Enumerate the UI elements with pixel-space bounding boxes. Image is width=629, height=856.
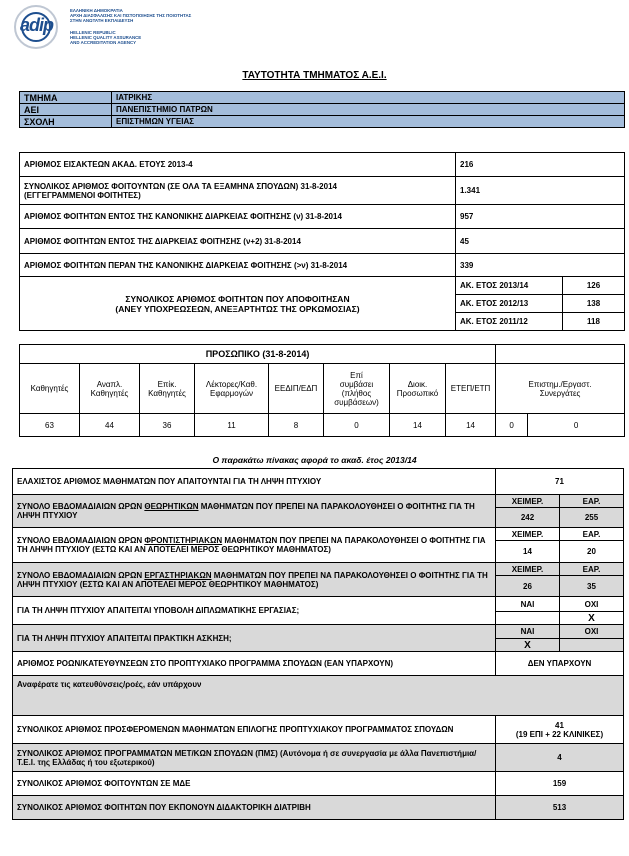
graduates-value: 138	[563, 295, 625, 313]
theory-spring: 255	[560, 508, 624, 528]
students-label: ΑΡΙΘΜΟΣ ΦΟΙΤΗΤΩΝ ΕΝΤΟΣ ΤΗΣ ΚΑΝΟΝΙΚΗΣ ΔΙΑΡΚΕΙΑΣ ΦΟΙΤΗΣΗΣ (ν) 31-8-2014	[20, 205, 456, 229]
yes-header: ΝΑΙ	[496, 625, 560, 639]
staff-value: 11	[195, 414, 269, 437]
winter-header: ΧΕΙΜΕΡ.	[496, 563, 560, 576]
lab-label-post: ΜΑΘΗΜΑΤΩΝ ΠΟΥ ΠΡΕΠΕΙ ΝΑ ΠΑΡΑΚΟΛΟΥΘΗΣΕΙ Ο ΦΟΙΤΗΤΗΣ ΓΙΑ ΤΗ ΛΗΨΗ ΠΤΥΧΙΟΥ (ΕΣΤΩ ΚΑΙ ΑΝ ΑΠΟΤΕΛΕΙ ΜΕΡΟΣ ΘΕΩΡΗΤΙΚΟΥ ΜΑΘΗΜΑΤΟΣ)	[17, 570, 488, 589]
identity-label: ΑΕΙ	[20, 104, 112, 116]
lab-label-pre: ΣΥΝΟΛΟ ΕΒΔΟΜΑΔΙΑΙΩΝ ΩΡΩΝ	[17, 570, 145, 580]
students-label: ΑΡΙΘΜΟΣ ΦΟΙΤΗΤΩΝ ΠΕΡΑΝ ΤΗΣ ΚΑΝΟΝΙΚΗΣ ΔΙΑΡΚΕΙΑΣ ΦΟΙΤΗΣΗΣ (>ν) 31-8-2014	[20, 254, 456, 277]
identity-value: ΠΑΝΕΠΙΣΤΗΜΙΟ ΠΑΤΡΩΝ	[112, 104, 625, 116]
yes-header: ΝΑΙ	[496, 597, 560, 612]
staff-header: Επίκ.	[157, 379, 177, 389]
staff-header: Επί	[350, 370, 363, 380]
staff-header: ΕΤΕΠ/ΕΤΠ	[450, 384, 491, 393]
practice-yes-mark: Χ	[496, 639, 560, 652]
pms-label: ΣΥΝΟΛΙΚΟΣ ΑΡΙΘΜΟΣ ΠΡΟΓΡΑΜΜΑΤΩΝ ΜΕΤ/ΚΩΝ ΣΠΟΥΔΩΝ (ΠΜΣ) (Αυτόνομα ή σε συνεργασία με άλλα Πανεπιστήμια/Τ.Ε.Ι. της Ελλάδας ή του εξωτερικού)	[13, 744, 496, 772]
spring-header: ΕΑΡ.	[560, 528, 624, 541]
streams-value: ΔΕΝ ΥΠΑΡΧΟΥΝ	[496, 652, 624, 676]
logo-line: AND ACCREDITATION AGENCY	[70, 40, 137, 45]
streams-label: ΑΡΙΘΜΟΣ ΡΟΩΝ/ΚΑΤΕΥΘΥΝΣΕΩΝ ΣΤΟ ΠΡΟΠΤΥΧΙΑΚΟ ΠΡΟΓΡΑΜΜΑ ΣΠΟΥΔΩΝ (ΕΑΝ ΥΠΑΡΧΟΥΝ)	[13, 652, 496, 676]
staff-value: 14	[446, 414, 496, 437]
mde-value: 159	[496, 772, 624, 796]
logo-mark: adip	[20, 15, 54, 35]
no-header: ΟΧΙ	[560, 625, 624, 639]
staff-header: Συνεργάτες	[539, 388, 581, 398]
logo-line: HELLENIC REPUBLIC	[70, 30, 116, 35]
staff-value: 14	[390, 414, 446, 437]
staff-header: Εφαρμογών	[209, 388, 253, 398]
staff-value: 63	[20, 414, 80, 437]
students-value: 216	[456, 153, 625, 177]
students-table	[19, 152, 625, 331]
logo-line: ΕΛΛΗΝΙΚΗ ΔΗΜΟΚΡΑΤΙΑ	[70, 8, 123, 13]
students-value: 1.341	[456, 177, 625, 205]
identity-value: ΕΠΙΣΤΗΜΩΝ ΥΓΕΙΑΣ	[112, 116, 625, 128]
students-label: ΑΡΙΘΜΟΣ ΦΟΙΤΗΤΩΝ ΕΝΤΟΣ ΤΗΣ ΔΙΑΡΚΕΙΑΣ ΦΟΙΤΗΣΗΣ (ν+2) 31-8-2014	[20, 229, 456, 254]
mde-label: ΣΥΝΟΛΙΚΟΣ ΑΡΙΘΜΟΣ ΦΟΙΤΟΥΝΤΩΝ ΣΕ ΜΔΕ	[13, 772, 496, 796]
electives-detail: (19 ΕΠΙ + 22 ΚΛΙΝΙΚΕΣ)	[515, 729, 604, 739]
tutorial-winter: 14	[496, 541, 560, 563]
spring-header: ΕΑΡ.	[560, 495, 624, 508]
thesis-label: ΓΙΑ ΤΗ ΛΗΨΗ ΠΤΥΧΙΟΥ ΑΠΑΙΤΕΙΤΑΙ ΥΠΟΒΟΛΗ ΔΙΠΛΩΜΑΤΙΚΗΣ ΕΡΓΑΣΙΑΣ;	[13, 597, 496, 625]
students-label: ΣΥΝΟΛΙΚΟΣ ΑΡΙΘΜΟΣ ΦΟΙΤΟΥΝΤΩΝ (ΣΕ ΟΛΑ ΤΑ ΕΞΑΜΗΝΑ ΣΠΟΥΔΩΝ) 31-8-2014	[24, 181, 337, 191]
staff-value: 0	[528, 414, 625, 437]
students-value: 339	[456, 254, 625, 277]
lab-label-key: ΕΡΓΑΣΤΗΡΙΑΚΩΝ	[144, 570, 212, 580]
staff-header: Επιστημ./Εργαστ.	[528, 379, 592, 389]
tutorial-label-pre: ΣΥΝΟΛΟ ΕΒΔΟΜΑΔΙΑΙΩΝ ΩΡΩΝ	[17, 536, 145, 545]
lab-spring: 35	[560, 576, 624, 597]
tutorial-label-post: ΜΑΘΗΜΑΤΩΝ ΠΟΥ ΠΡΕΠΕΙ ΝΑ ΠΑΡΑΚΟΛΟΥΘΗΣΕΙ Ο ΦΟΙΤΗΤΗΣ ΓΙΑ ΤΗ ΛΗΨΗ ΠΤΥΧΙΟΥ (ΕΣΤΩ ΚΑΙ ΑΝ ΑΠΟΤΕΛΕΙ ΜΕΡΟΣ ΘΕΩΡΗΤΙΚΟΥ ΜΑΘΗΜΑΤΟΣ)	[17, 536, 486, 554]
electives-label: ΣΥΝΟΛΙΚΟΣ ΑΡΙΘΜΟΣ ΠΡΟΣΦΕΡΟΜΕΝΩΝ ΜΑΘΗΜΑΤΩΝ ΕΠΙΛΟΓΗΣ ΠΡΟΠΤΥΧΙΑΚΟΥ ΠΡΟΓΡΑΜΜΑΤΟΣ ΣΠΟΥΔΩΝ	[13, 716, 496, 744]
graduates-value: 126	[563, 277, 625, 295]
staff-header: Καθηγητές	[90, 388, 129, 398]
theory-label-key: ΘΕΩΡΗΤΙΚΩΝ	[144, 502, 199, 511]
winter-header: ΧΕΙΜΕΡ.	[496, 528, 560, 541]
staff-header: Καθηγητές	[148, 388, 186, 398]
min-courses-label: ΕΛΑΧΙΣΤΟΣ ΑΡΙΘΜΟΣ ΜΑΘΗΜΑΤΩΝ ΠΟΥ ΑΠΑΙΤΟΥΝΤΑΙ ΓΙΑ ΤΗ ΛΗΨΗ ΠΤΥΧΙΟΥ	[13, 469, 496, 495]
theory-winter: 242	[496, 508, 560, 528]
table-note: Ο παρακάτω πίνακας αφορά το ακαδ. έτος 2013/14	[212, 455, 417, 465]
staff-value: 8	[269, 414, 324, 437]
staff-table	[19, 344, 625, 437]
staff-header: ΕΕΔΙΠ/ΕΔΠ	[274, 384, 318, 393]
theory-label-pre: ΣΥΝΟΛΟ ΕΒΔΟΜΑΔΙΑΙΩΝ ΩΡΩΝ	[17, 502, 145, 511]
tutorial-spring: 20	[560, 541, 624, 563]
staff-value: 36	[140, 414, 195, 437]
graduates-label: ΣΥΝΟΛΙΚΟΣ ΑΡΙΘΜΟΣ ΦΟΙΤΗΤΩΝ ΠΟΥ ΑΠΟΦΟΙΤΗΣΑΝ	[125, 293, 350, 304]
identity-value: ΙΑΤΡΙΚΗΣ	[112, 92, 625, 104]
identity-table	[19, 91, 625, 128]
staff-header: Διοικ.	[407, 379, 428, 389]
staff-header: Αναπλ.	[96, 379, 123, 389]
staff-value: 0	[496, 414, 528, 437]
logo-line: ΣΤΗΝ ΑΝΩΤΑΤΗ ΕΚΠΑΙΔΕΥΣΗ	[70, 18, 134, 23]
staff-header: Προσωπικό	[396, 388, 439, 398]
students-label: (ΕΓΓΕΓΡΑΜΜΕΝΟΙ ΦΟΙΤΗΤΕΣ)	[24, 190, 141, 200]
page-title: ΤΑΥΤΟΤΗΤΑ ΤΜΗΜΑΤΟΣ Α.Ε.Ι.	[242, 70, 387, 81]
graduates-year: ΑΚ. ΕΤΟΣ 2013/14	[456, 277, 563, 295]
identity-label: ΤΜΗΜΑ	[20, 92, 112, 104]
theory-label-post: ΜΑΘΗΜΑΤΩΝ ΠΟΥ ΠΡΕΠΕΙ ΝΑ ΠΑΡΑΚΟΛΟΥΘΗΣΕΙ Ο ΦΟΙΤΗΤΗΣ ΓΙΑ ΤΗ ΛΗΨΗ ΠΤΥΧΙΟΥ	[17, 502, 475, 520]
tutorial-label-key: ΦΡΟΝΤΙΣΤΗΡΙΑΚΩΝ	[144, 536, 223, 545]
studies-table	[12, 468, 624, 820]
min-courses-value: 71	[496, 469, 624, 495]
agency-logo	[14, 5, 214, 55]
graduates-year: ΑΚ. ΕΤΟΣ 2011/12	[456, 313, 563, 331]
graduates-value: 118	[563, 313, 625, 331]
practice-label: ΓΙΑ ΤΗ ΛΗΨΗ ΠΤΥΧΙΟΥ ΑΠΑΙΤΕΙΤΑΙ ΠΡΑΚΤΙΚΗ ΑΣΚΗΣΗ;	[13, 625, 496, 652]
staff-title: ΠΡΟΣΩΠΙΚΟ (31-8-2014)	[20, 345, 496, 364]
no-header: ΟΧΙ	[560, 597, 624, 612]
staff-header: συμβάσεων)	[334, 397, 379, 407]
phd-label: ΣΥΝΟΛΙΚΟΣ ΑΡΙΘΜΟΣ ΦΟΙΤΗΤΩΝ ΠΟΥ ΕΚΠΟΝΟΥΝ ΔΙΔΑΚΤΟΡΙΚΗ ΔΙΑΤΡΙΒΗ	[13, 796, 496, 820]
graduates-label: (ΑΝΕΥ ΥΠΟΧΡΕΩΣΕΩΝ, ΑΝΕΞΑΡΤΗΤΩΣ ΤΗΣ ΟΡΚΩΜΟΣΙΑΣ)	[115, 303, 360, 314]
streams-note: Αναφέρατε τις κατευθύνσεις/ροές, εάν υπάρχουν	[13, 676, 624, 716]
graduates-year: ΑΚ. ΕΤΟΣ 2012/13	[456, 295, 563, 313]
spring-header: ΕΑΡ.	[560, 563, 624, 576]
staff-header: (πλήθος	[341, 388, 372, 398]
students-label: ΑΡΙΘΜΟΣ ΕΙΣΑΚΤΕΩΝ ΑΚΑΔ. ΕΤΟΥΣ 2013-4	[20, 153, 456, 177]
staff-value: 0	[324, 414, 390, 437]
identity-label: ΣΧΟΛΗ	[20, 116, 112, 128]
pms-value: 4	[496, 744, 624, 772]
staff-header: Καθηγητές	[30, 384, 69, 393]
electives-value: 41	[555, 720, 564, 730]
staff-value: 44	[80, 414, 140, 437]
students-value: 45	[456, 229, 625, 254]
staff-header: Λέκτορες/Καθ.	[205, 379, 258, 389]
lab-winter: 26	[496, 576, 560, 597]
winter-header: ΧΕΙΜΕΡ.	[496, 495, 560, 508]
students-value: 957	[456, 205, 625, 229]
phd-value: 513	[496, 796, 624, 820]
logo-line: HELLENIC QUALITY ASSURANCE	[70, 35, 142, 40]
logo-line: ΑΡΧΗ ΔΙΑΣΦΑΛΙΣΗΣ ΚΑΙ ΠΙΣΤΟΠΟΙΗΣΗΣ ΤΗΣ ΠΟΙΟΤΗΤΑΣ	[70, 13, 192, 18]
staff-header: συμβάσει	[339, 379, 374, 389]
thesis-no-mark: Χ	[560, 612, 624, 625]
